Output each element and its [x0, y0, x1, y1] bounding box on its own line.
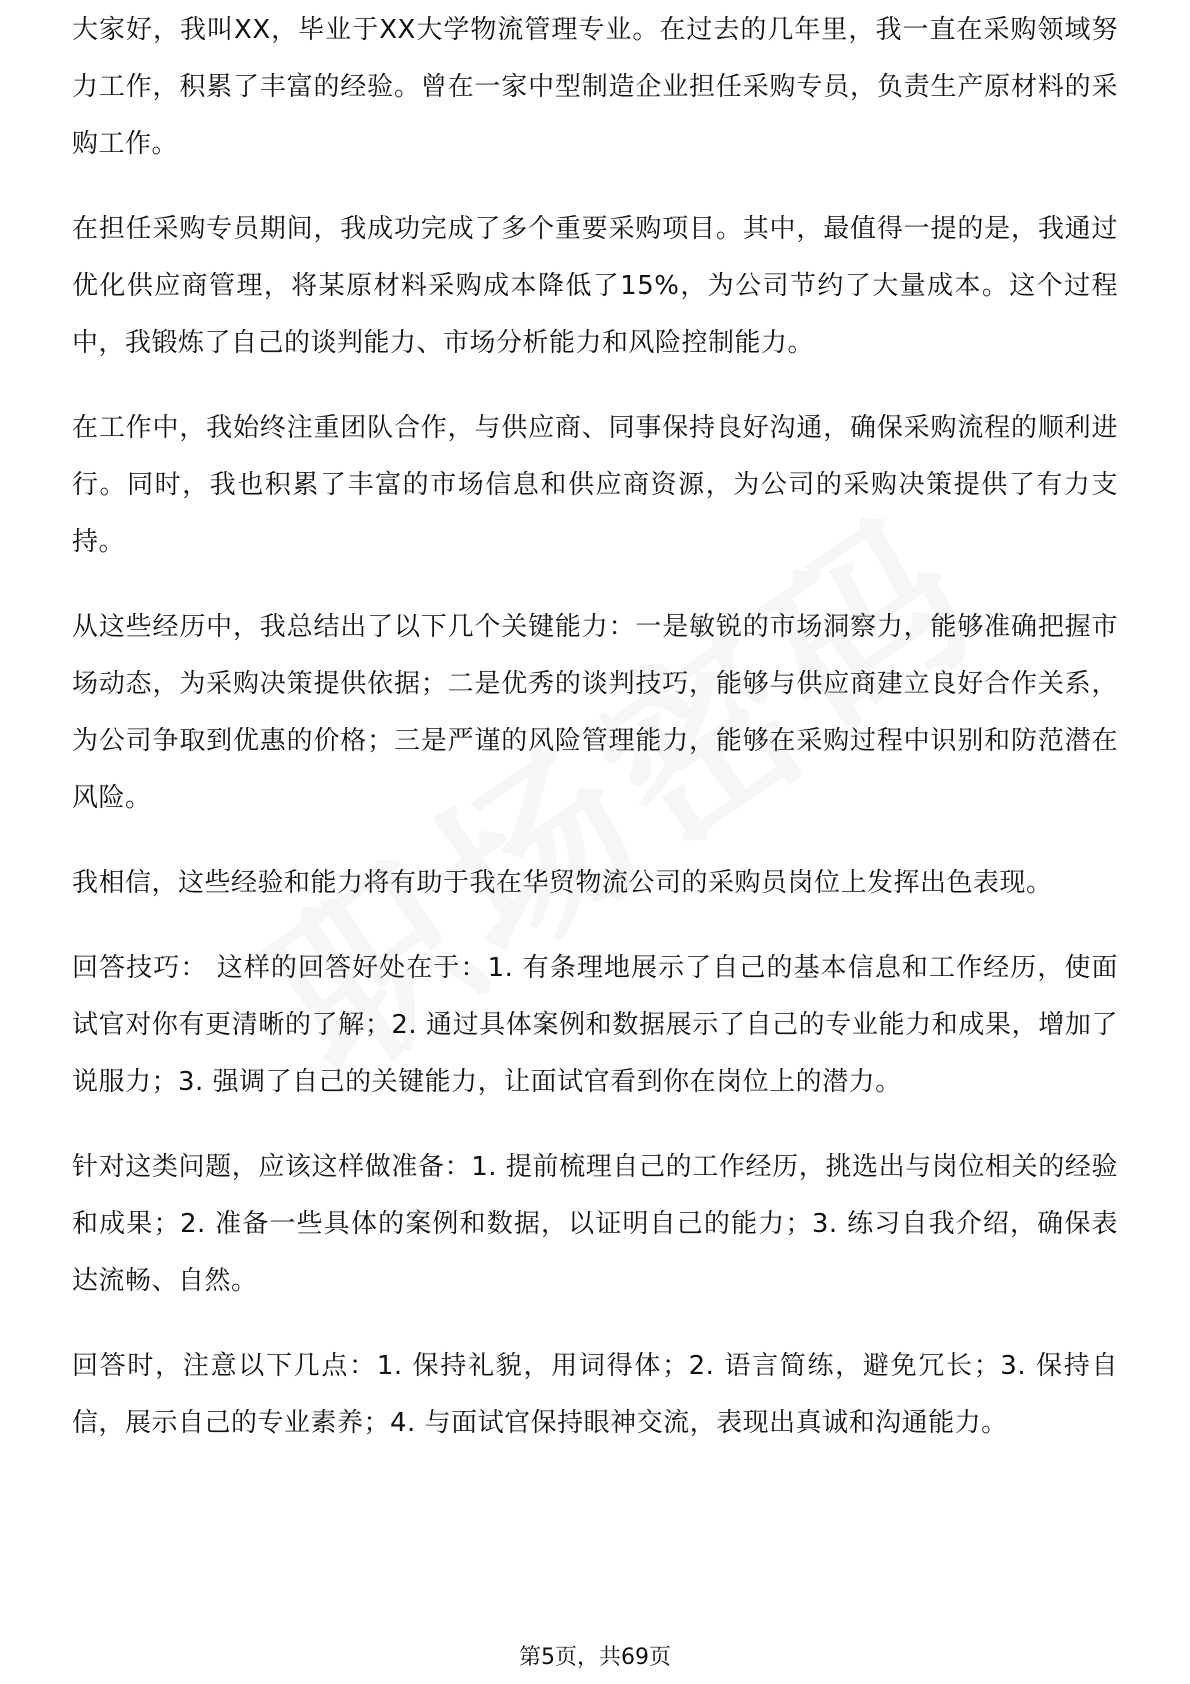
paragraph-achievement: 在担任采购专员期间，我成功完成了多个重要采购项目。其中，最值得一提的是，我通过优化供应商管理，将某原材料采购成本降低了15%，为公司节约了大量成本。这个过程中，我锻炼了自己的谈判能力、市场分析能力和风险控制能力。 [72, 214, 1118, 358]
paragraph-conclusion: 我相信，这些经验和能力将有助于我在华贸物流公司的采购员岗位上发挥出色表现。 [72, 868, 1053, 898]
paragraph-intro: 大家好，我叫XX，毕业于XX大学物流管理专业。在过去的几年里，我一直在采购领域努力工作，积累了丰富的经验。曾在一家中型制造企业担任采购专员，负责生产原材料的采购工作。 [72, 15, 1118, 159]
paragraph-key-abilities: 从这些经历中，我总结出了以下几个关键能力：一是敏锐的市场洞察力，能够准确把握市场动态，为采购决策提供依据；二是优秀的谈判技巧，能够与供应商建立良好合作关系，为公司争取到优惠的价格；三是严谨的风险管理能力，能够在采购过程中识别和防范潜在风险。 [72, 612, 1118, 813]
page-number: 第5页，共69页 [519, 1645, 671, 1670]
document-body [72, 15, 1118, 1480]
paragraph-preparation: 针对这类问题，应该这样做准备：1. 提前梳理自己的工作经历，挑选出与岗位相关的经验和成果；2. 准备一些具体的案例和数据，以证明自己的能力；3. 练习自我介绍，确保表达流畅、自然。 [72, 1152, 1118, 1296]
paragraph-teamwork: 在工作中，我始终注重团队合作，与供应商、同事保持良好沟通，确保采购流程的顺利进行。同时，我也积累了丰富的市场信息和供应商资源，为公司的采购决策提供了有力支持。 [72, 413, 1118, 557]
paragraph-answer-tips: 回答技巧： 这样的回答好处在于：1. 有条理地展示了自己的基本信息和工作经历，使面试官对你有更清晰的了解；2. 通过具体案例和数据展示了自己的专业能力和成果，增加了说服力；3. 强调了自己的关键能力，让面试官看到你在岗位上的潜力。 [72, 953, 1118, 1097]
paragraph-notes: 回答时，注意以下几点：1. 保持礼貌，用词得体；2. 语言简练，避免冗长；3. 保持自信，展示自己的专业素养；4. 与面试官保持眼神交流，表现出真诚和沟通能力。 [72, 1351, 1118, 1438]
